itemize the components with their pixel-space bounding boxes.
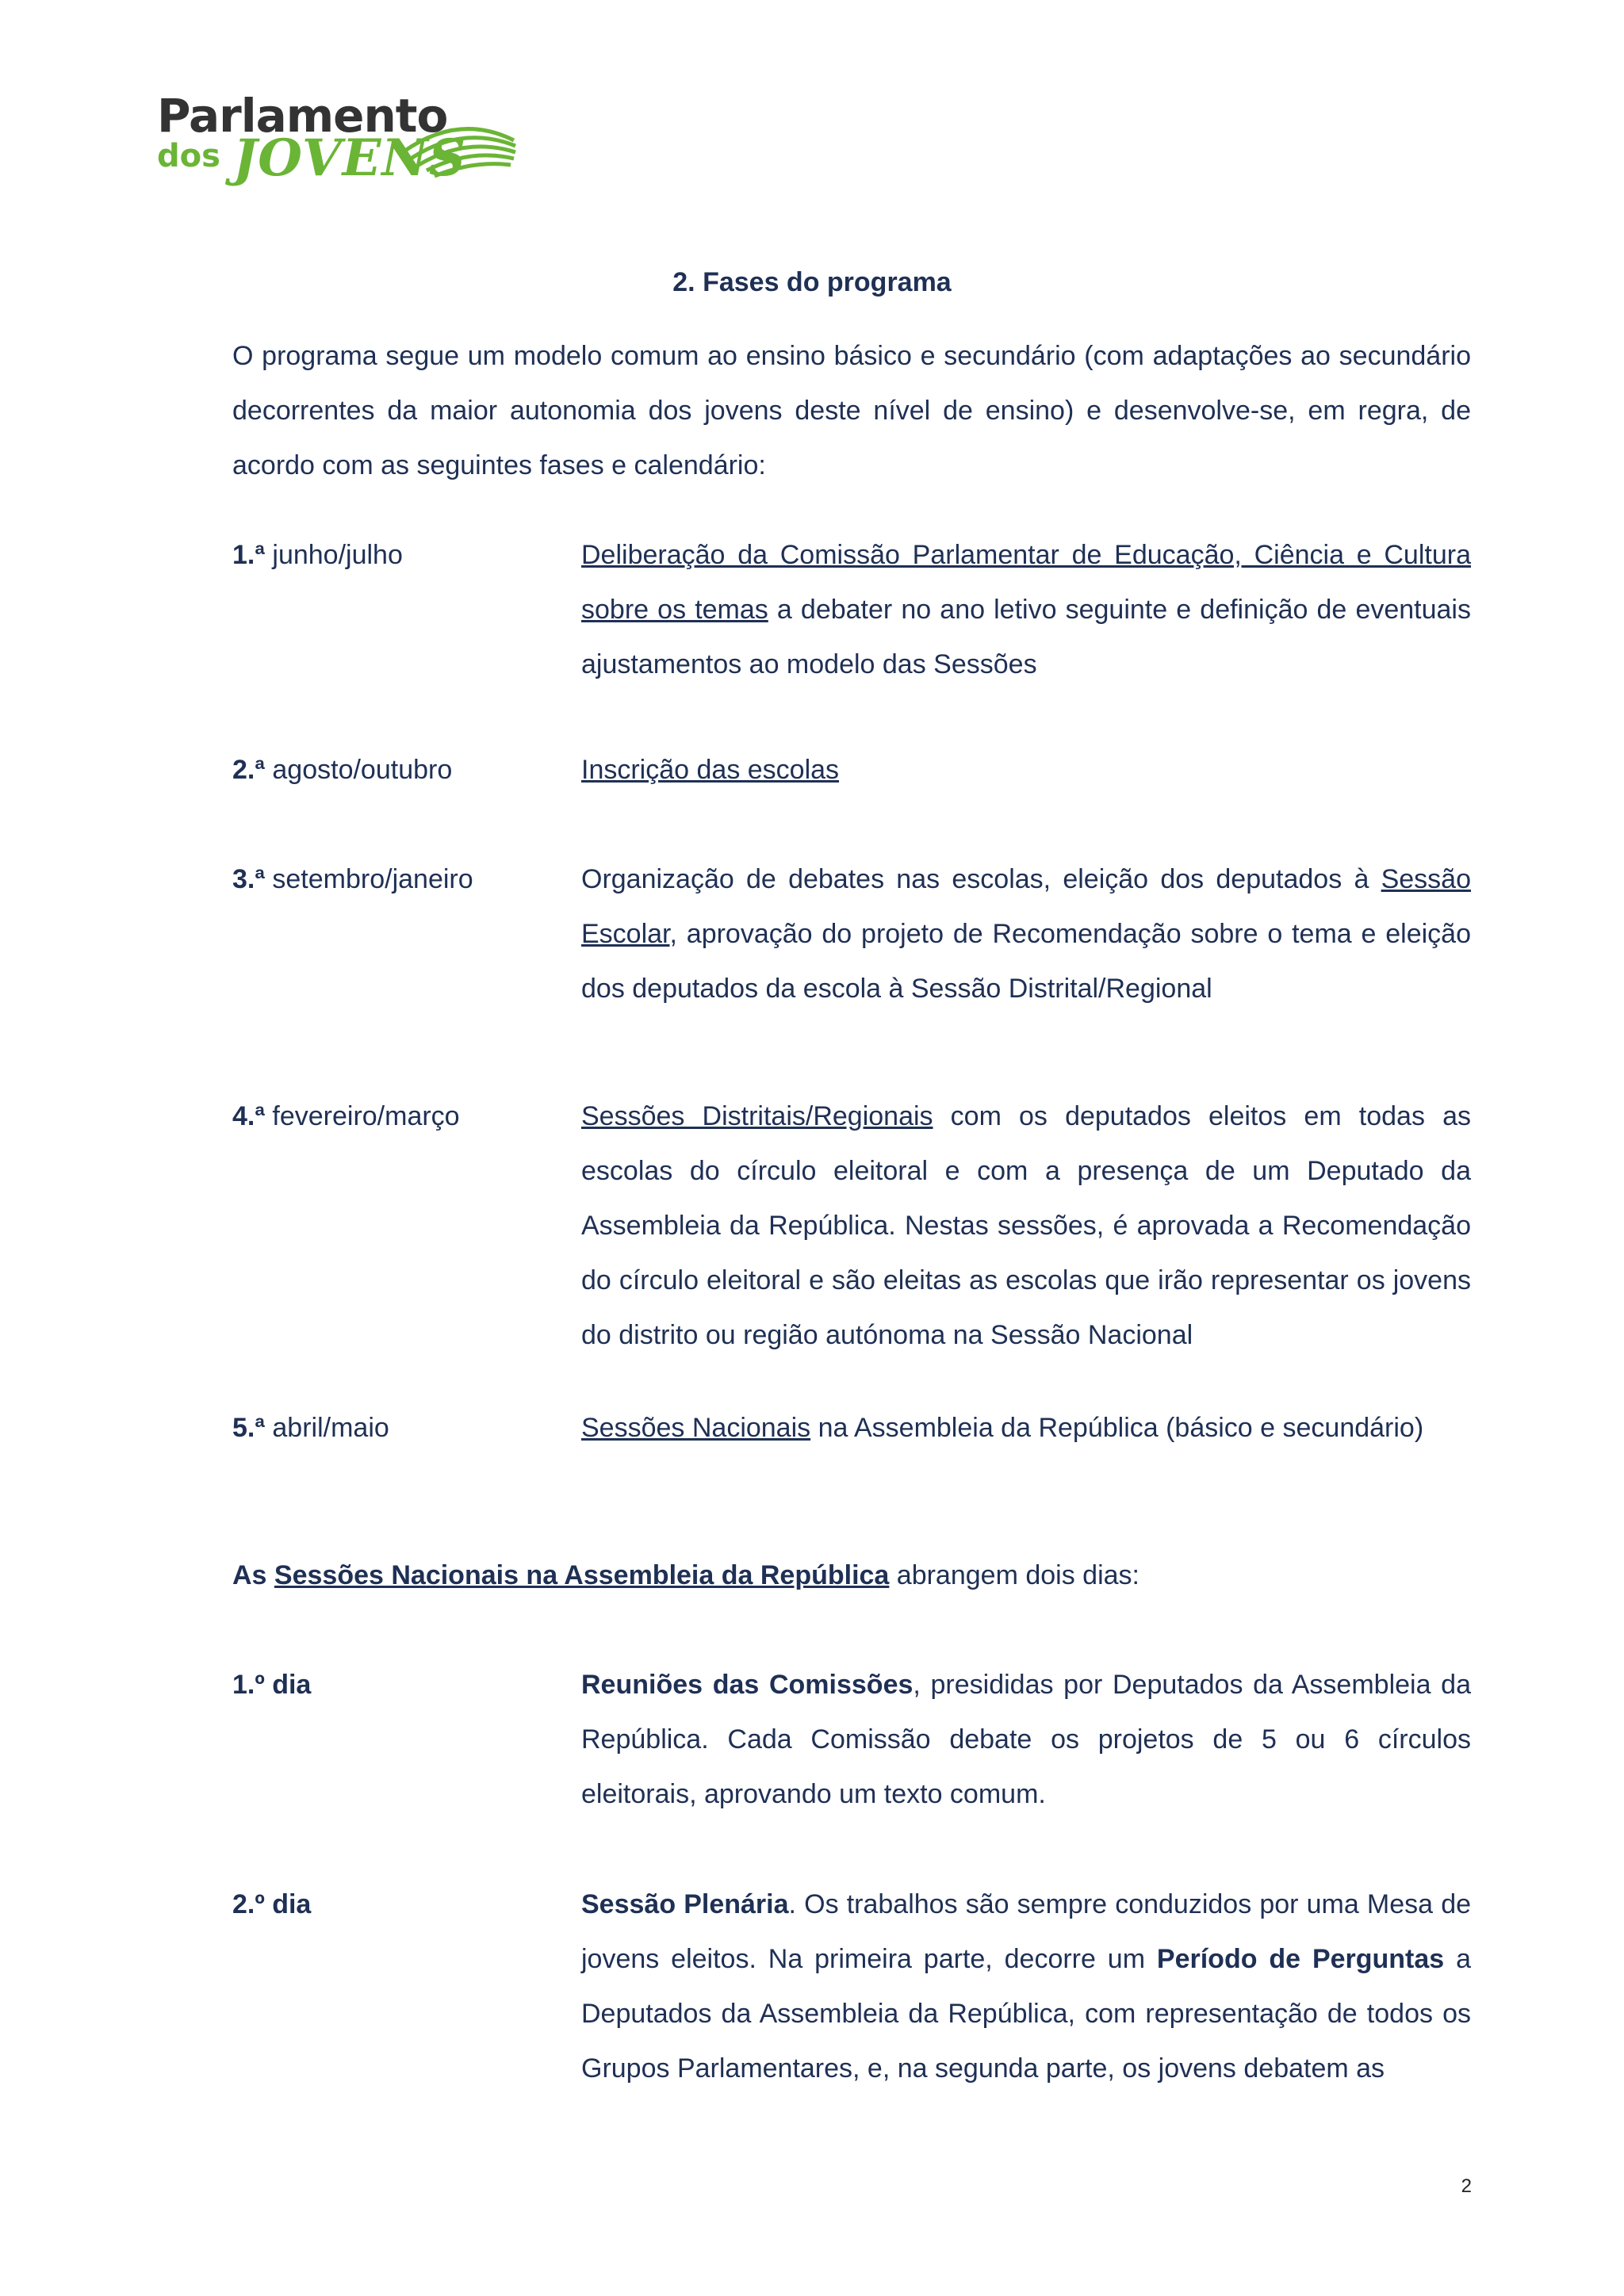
phase-1-description (581, 528, 1471, 692)
phase-4-description (581, 1089, 1471, 1363)
phase-5-description (581, 1401, 1471, 1456)
phase-period: fevereiro/março (264, 1101, 460, 1131)
day-1-bold: Reuniões das Comissões (581, 1670, 914, 1700)
phase-3-pretext: Organização de debates nas escolas, eleição dos deputados à (581, 864, 1381, 894)
phase-5-label (232, 1401, 389, 1456)
parlamento-dos-jovens-logo (157, 89, 522, 196)
day-label: 2.º dia (232, 1889, 312, 1919)
day-2-text: . Os trabalhos são sempre conduzidos por uma Mesa de jovens eleitos. Na primeira parte, decorre um (581, 1889, 1472, 1974)
phase-number: 3.ª (232, 864, 265, 894)
day-1-text: , presididas por Deputados da Assembleia da República. Cada Comissão debate os projetos de 5 ou 6 círculos eleitorais, aprovando um texto comum. (581, 1670, 1471, 1809)
phase-2-link[interactable]: Inscrição das escolas (581, 755, 840, 785)
phase-number: 2.ª (232, 755, 265, 785)
phase-number: 5.ª (232, 1413, 265, 1443)
phase-period: abril/maio (264, 1413, 389, 1443)
phase-4-link[interactable]: Sessões Distritais/Regionais (581, 1101, 933, 1131)
phase-5-text: na Assembleia da República (básico e secundário) (810, 1413, 1424, 1443)
logo-word-dos: dos (157, 138, 220, 174)
logo-word-parlamento: Parlamento (157, 89, 448, 143)
phase-number: 4.ª (232, 1101, 265, 1131)
sessions-intro-link[interactable]: Sessões Nacionais na Assembleia da República (274, 1560, 890, 1590)
day-2-bold2: Período de Perguntas (1156, 1944, 1445, 1974)
phase-2-description (581, 743, 1471, 798)
logo-word-jovens: JOVENS (233, 128, 467, 188)
phase-4-label (232, 1089, 460, 1144)
phase-period: junho/julho (264, 540, 403, 570)
section-heading: 2. Fases do programa (672, 267, 952, 297)
day-1-label (232, 1658, 311, 1712)
sessions-intro-post: abrangem dois dias: (889, 1560, 1139, 1590)
phase-3-label (232, 852, 473, 907)
day-label: 1.º dia (232, 1670, 312, 1700)
phase-number: 1.ª (232, 540, 265, 570)
phase-3-text: , aprovação do projeto de Recomendação sobre o tema e eleição dos deputados da escola à Sessão Distrital/Regional (581, 919, 1471, 1004)
phase-1-link[interactable]: Deliberação da Comissão Parlamentar de Educação, Ciência e Cultura sobre os temas (581, 540, 1471, 625)
phase-3-description (581, 852, 1471, 1016)
sessions-intro-pre: As (232, 1560, 274, 1590)
phase-3-link[interactable]: Sessão Escolar (581, 864, 1471, 949)
sessions-intro (232, 1548, 1471, 1603)
phase-1-text: a debater no ano letivo seguinte e definição de eventuais ajustamentos ao modelo das Sessões (581, 595, 1471, 679)
page-number: 2 (1461, 2175, 1472, 2197)
phase-4-text: com os deputados eleitos em todas as escolas do círculo eleitoral e com a presença de um Deputado da Assembleia da República. Nestas sessões, é aprovada a Recomendação do círculo eleitoral e são eleitas as escolas que irão representar os jovens do distrito ou região autónoma na Sessão Nacional (581, 1101, 1472, 1350)
phase-5-link[interactable]: Sessões Nacionais (581, 1413, 811, 1443)
hemicycle-arcs-icon (395, 97, 522, 184)
day-2-label (232, 1877, 311, 1932)
phase-2-label (232, 743, 452, 798)
day-1-description (581, 1658, 1471, 1822)
phase-1-label (232, 528, 403, 583)
intro-paragraph: O programa segue um modelo comum ao ensino básico e secundário (com adaptações ao secundário decorrentes da maior autonomia dos jovens deste nível de ensino) e desenvolve-se, em regra, de acordo com as seguintes fases e calendário: (232, 341, 1471, 480)
day-2-text2: a Deputados da Assembleia da República, com representação de todos os Grupos Parlamentares, e, na segunda parte, os jovens debatem as (581, 1944, 1471, 2084)
day-2-bold: Sessão Plenária (581, 1889, 789, 1919)
day-2-description (581, 1877, 1471, 2096)
phase-period: setembro/janeiro (264, 864, 473, 894)
phase-period: agosto/outubro (264, 755, 453, 785)
